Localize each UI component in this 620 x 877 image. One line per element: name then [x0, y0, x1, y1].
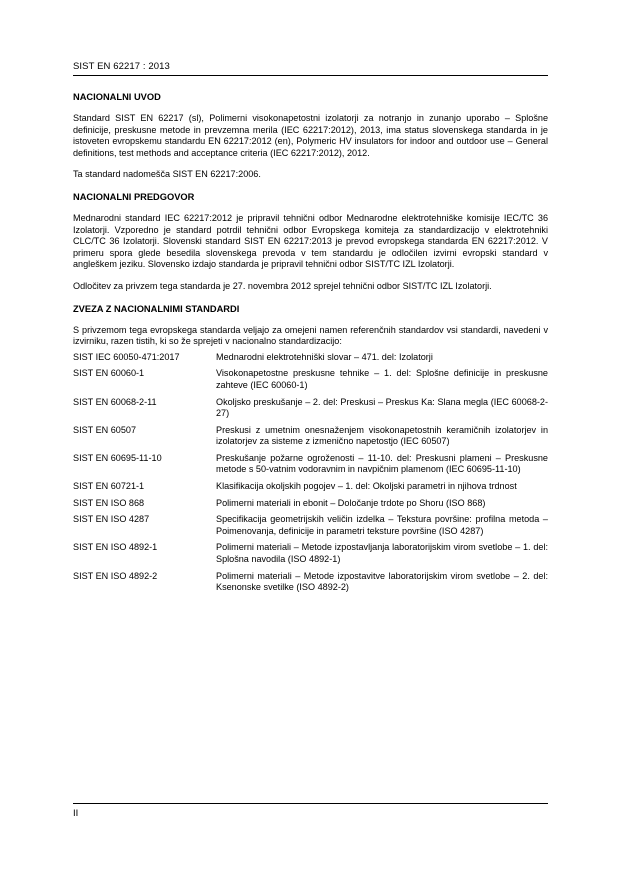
- standard-row: [73, 498, 548, 510]
- standard-title: Visokonapetostne preskusne tehnike – 1. del: Splošne definicije in preskusne zahteve (IEC 60060-1): [216, 368, 548, 390]
- standard-row: [73, 542, 548, 565]
- standard-title: Preskušanje požarne ogroženosti – 11-10. del: Preskusni plameni – Preskusne metode s 50-vatnim vodoravnim in navpičnim plamenom (IEC 60695-11-10): [216, 452, 548, 475]
- standard-title: Polimerni materiali – Metode izpostavljanja laboratorijskim virom svetlobe – 1. del: Splošna navodila (ISO 4892-1): [216, 542, 548, 565]
- standard-code: SIST EN ISO 868: [73, 497, 145, 508]
- standard-title: Polimerni materiali in ebonit – Določanje trdote po Shoru (ISO 868): [216, 497, 486, 508]
- standard-code: SIST EN 60068-2-11: [73, 396, 157, 407]
- national-standards-heading: ZVEZA Z NACIONALNIMI STANDARDI: [73, 303, 240, 314]
- standard-code: SIST EN ISO 4892-1: [73, 542, 158, 553]
- page-content: [73, 91, 548, 599]
- standard-row: [73, 368, 548, 391]
- standard-row: [73, 571, 548, 594]
- standard-code: SIST EN 60695-11-10: [73, 452, 162, 463]
- header-divider: [73, 75, 548, 76]
- standard-row: [73, 352, 548, 364]
- footer-divider: [73, 803, 548, 804]
- standard-title: Polimerni materiali – Metode izpostavitve laboratorijskim virom svetlobe – 2. del: Ksenonske svetilke (ISO 4892-2): [216, 570, 548, 593]
- intro-heading: NACIONALNI UVOD: [73, 92, 161, 102]
- standard-row: [73, 481, 548, 493]
- foreword-heading: NACIONALNI PREDGOVOR: [73, 191, 195, 202]
- national-standards-intro: S privzemom tega evropskega standarda veljajo za omejeni namen referenčnih standardov vsi standardi, navedeni v izvirniku, razen tistih, ki so že sprejeti v nacionalno standardizacijo:: [73, 324, 548, 347]
- running-header: SIST EN 62217 : 2013: [73, 61, 170, 72]
- standard-code: SIST EN 60060-1: [73, 368, 145, 379]
- standard-title: Mednarodni elektrotehniški slovar – 471. del: Izolatorji: [216, 351, 433, 362]
- standard-row: [73, 397, 548, 420]
- standard-title: Specifikacija geometrijskih veličin izdelka – Tekstura površine: profilna metoda – Poimenovanja, definicije in parametri teksture površine (ISO 4287): [216, 514, 548, 536]
- standard-row: [73, 514, 548, 537]
- standards-list: [73, 352, 548, 594]
- intro-paragraph: Standard SIST EN 62217 (sl), Polimerni visokonapetostni izolatorji za notranjo in zunanjo uporabo – Splošne definicije, preskusne metode in prevzemna merila (IEC 62217:2012), 2013, ima status slovenskega standarda in je istoveten evropskemu standardu EN 62217:2012 (en), Polymeric HV insulators for indoor and outdoor use – General definitions, test methods and acceptance criteria (IEC 62217:2012), 2012.: [73, 113, 548, 158]
- standard-code: SIST EN ISO 4287: [73, 514, 150, 525]
- standard-code: SIST EN 60507: [73, 424, 137, 435]
- standard-row: [73, 425, 548, 448]
- standard-code: SIST EN ISO 4892-2: [73, 570, 158, 581]
- standard-title: Preskusi z umetnim onesnaženjem visokonapetostnih keramičnih izolatorjev in izolatorjev za sisteme z izmenično napetostjo (IEC 60507): [216, 424, 548, 447]
- foreword-paragraph: Mednarodni standard IEC 62217:2012 je pripravil tehnični odbor Mednarodne elektrotehniške komisije IEC/TC 36 Izolatorji. Vzporedno je standard potrdil tehnični odbor Evropskega komiteja za standardizacijo v elektrotehniki CLC/TC 36 Izolatorji. Slovenski standard SIST EN 62217:2013 je prevod evropskega standarda EN 62217:2012. V primeru spora glede besedila slovenskega prevoda v tem standardu je odločilen izvirni evropski standard v angleškem jeziku. Slovensko izdajo standarda je pripravil tehnični odbor SIST/TC IZL Izolatorji.: [73, 212, 548, 270]
- standard-title: Klasifikacija okoljskih pogojev – 1. del: Okoljski parametri in njihova trdnost: [216, 481, 517, 492]
- standard-title: Okoljsko preskušanje – 2. del: Preskusi – Preskus Ka: Slana megla (IEC 60068-2-27): [216, 396, 548, 419]
- standard-code: SIST EN 60721-1: [73, 481, 145, 492]
- standard-row: [73, 453, 548, 476]
- adoption-note: Odločitev za privzem tega standarda je 27. novembra 2012 sprejel tehnični odbor SIST/TC IZL Izolatorji.: [73, 280, 492, 291]
- page-number: II: [73, 808, 79, 819]
- document-page: [73, 0, 548, 877]
- replacement-note: Ta standard nadomešča SIST EN 62217:2006.: [73, 169, 261, 180]
- standard-code: SIST IEC 60050-471:2017: [73, 351, 180, 362]
